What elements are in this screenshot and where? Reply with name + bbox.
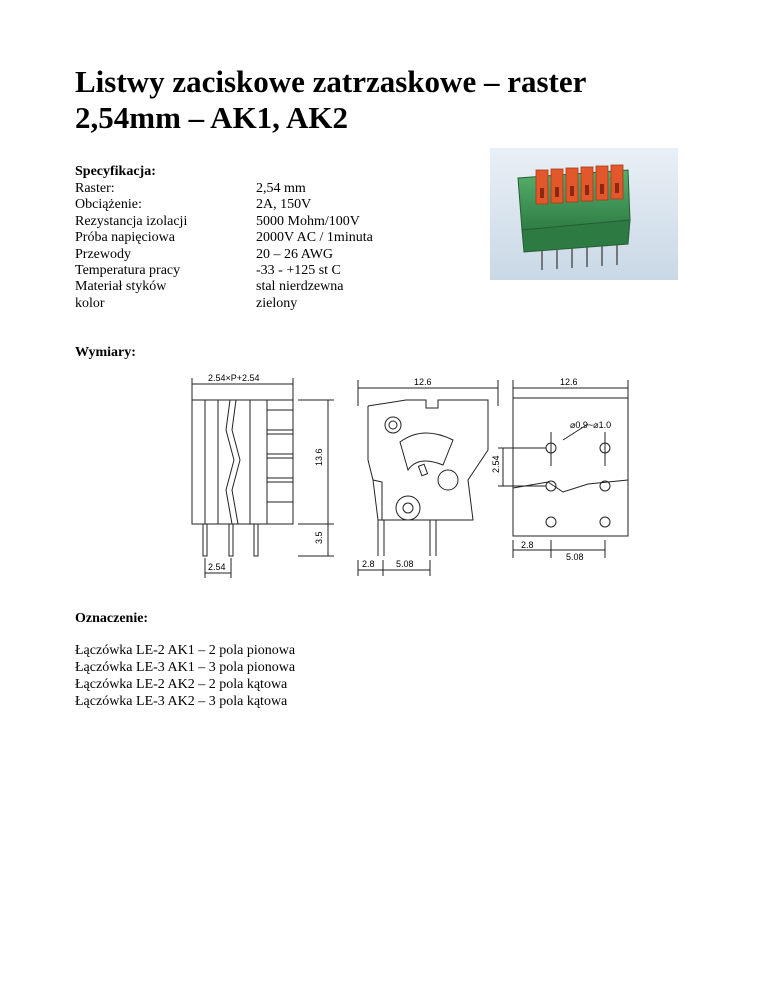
spec-label: Materiał styków [75,279,167,295]
spec-value: 20 – 26 AWG [256,246,334,262]
title-line-1: Listwy zaciskowe zatrzaskowe – raster [75,64,587,99]
designation-item: Łączówka LE-3 AK1 – 3 pola pionowa [75,660,296,675]
terminal-block-photo [490,148,678,280]
spec-value: 2,54 mm [256,181,306,196]
dim-spacing-side: 5.08 [396,559,414,569]
dim-pin-pitch: 2.54 [208,562,226,572]
dim-width-side: 12.6 [414,377,432,387]
spec-row [75,279,373,295]
dim-pitch-formula: 2.54×P+2.54 [208,373,260,383]
designation-heading: Oznaczenie: [75,611,149,626]
title-line-2: 2,54mm – AK1, AK2 [75,100,348,135]
designation-list [75,642,295,710]
designation-item: Łączówka LE-2 AK1 – 2 pola pionowa [75,643,296,658]
spec-heading: Specyfikacja: [75,164,156,179]
spec-row [75,197,373,213]
dim-offset-side: 2.8 [362,559,375,569]
spec-row [75,296,373,312]
spec-label: Próba napięciowa [75,230,175,246]
dimensions-heading: Wymiary: [75,345,136,360]
spec-row [75,263,373,279]
dim-width-pcb: 12.6 [560,377,578,387]
spec-value: 5000 Mohm/100V [256,213,360,229]
dimension-drawings [168,370,648,585]
spec-label: Raster: [75,181,115,196]
spec-label: Przewody [75,246,131,262]
page-title [75,64,695,136]
spec-table [75,181,373,312]
spec-value: stal nierdzewna [256,279,344,295]
dim-hole-dia: ⌀0.9~⌀1.0 [570,420,612,430]
spec-row [75,230,373,246]
spec-value: 2A, 150V [256,197,312,213]
spec-value: zielony [256,295,298,311]
spec-label: Rezystancja izolacji [75,213,188,229]
dim-row-pitch: 2.54 [491,455,501,473]
spec-label: Temperatura pracy [75,262,181,278]
dim-offset-pcb: 2.8 [521,540,534,550]
spec-value: -33 - +125 st C [256,262,341,278]
spec-label: kolor [75,295,105,311]
spec-row [75,247,373,263]
designation-item: Łączówka LE-3 AK2 – 3 pola kątowa [75,694,288,709]
spec-value: 2000V AC / 1minuta [256,230,373,246]
spec-row [75,214,373,230]
designation-item: Łączówka LE-2 AK2 – 2 pola kątowa [75,677,288,692]
spec-row [75,181,373,197]
dim-spacing-pcb: 5.08 [566,552,584,562]
dim-pin-length: 3.5 [314,531,324,544]
dim-height: 13.6 [314,448,324,466]
spec-label: Obciążenie: [75,197,142,213]
